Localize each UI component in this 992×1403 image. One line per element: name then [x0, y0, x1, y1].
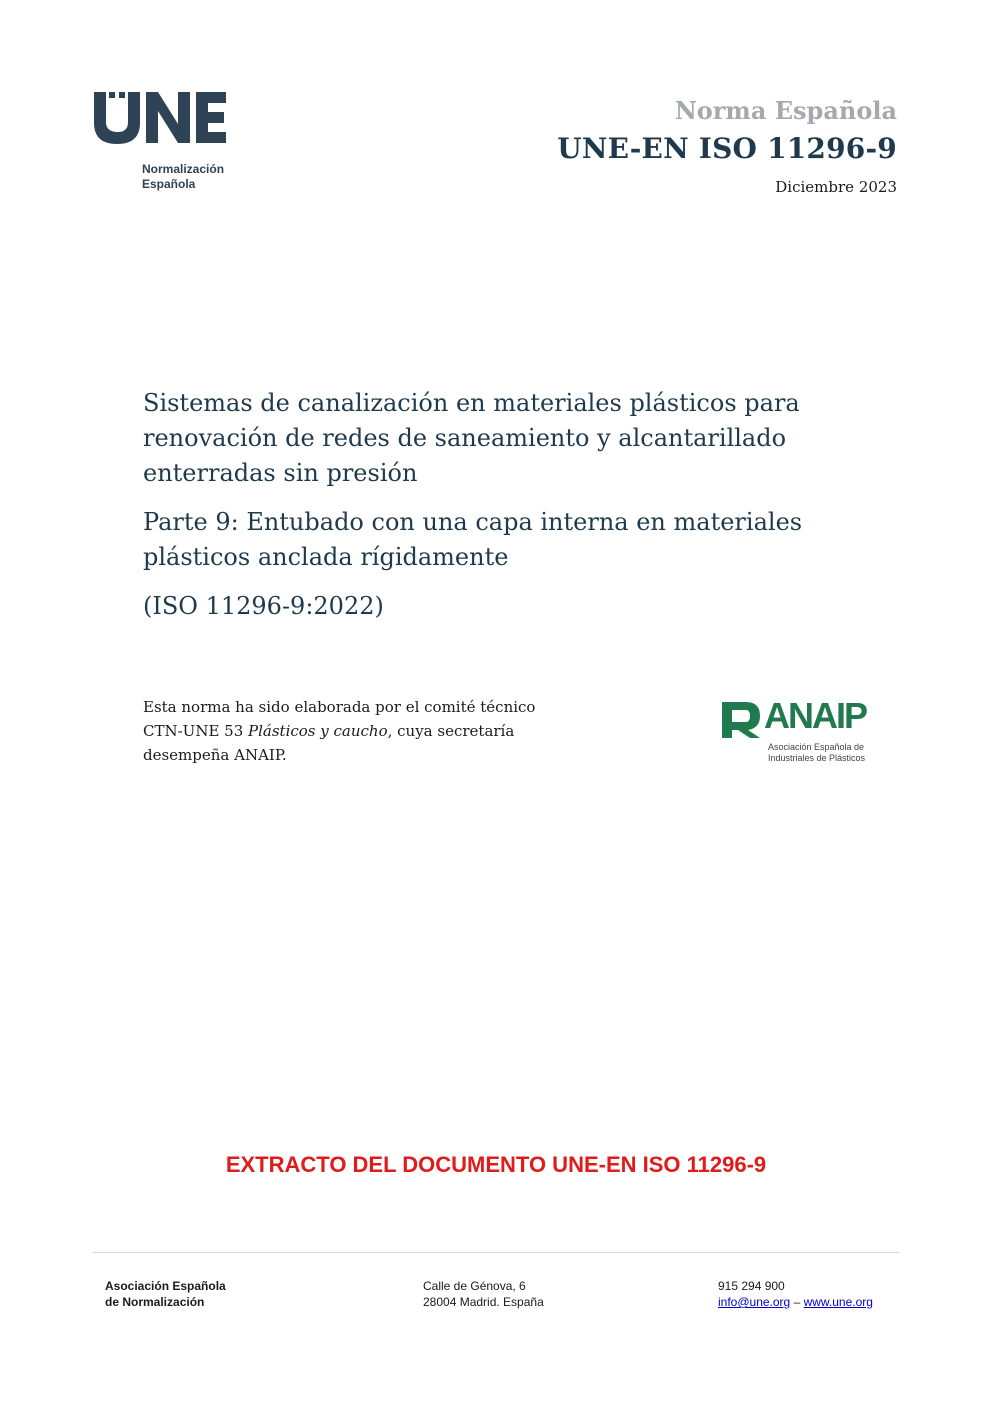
committee-line: Esta norma ha sido elaborada por el comité técnico: [143, 698, 536, 716]
une-logo-subtitle-2: Española: [142, 177, 196, 191]
publication-date: Diciembre 2023: [775, 178, 897, 196]
title-line: renovación de redes de saneamiento y alcantarillado: [143, 424, 787, 452]
anaip-subtitle-2: Industriales de Plásticos: [768, 753, 866, 763]
footer-phone: 915 294 900: [718, 1279, 785, 1293]
email-link[interactable]: info@une.org: [718, 1295, 791, 1309]
footer-address: [423, 1278, 544, 1310]
anaip-logo: [720, 695, 870, 766]
iso-reference: (ISO 11296-9:2022): [143, 592, 384, 620]
committee-code: CTN-UNE 53: [143, 722, 249, 740]
footer-divider: [93, 1252, 899, 1253]
norma-code: UNE-EN ISO 11296-9: [557, 132, 897, 165]
footer-organization: [105, 1278, 226, 1310]
part-title-line: Parte 9: Entubado con una capa interna en materiales: [143, 508, 803, 536]
title-line: Sistemas de canalización en materiales plásticos para: [143, 389, 800, 417]
footer-org-line: de Normalización: [105, 1295, 205, 1309]
part-title-line: plásticos anclada rígidamente: [143, 543, 509, 571]
norma-label: Norma Española: [674, 96, 897, 125]
footer-address-line: 28004 Madrid. España: [423, 1295, 544, 1309]
footer-link-separator: –: [790, 1295, 804, 1309]
committee-line: desempeña ANAIP.: [143, 746, 287, 764]
committee-statement: [143, 695, 613, 767]
anaip-subtitle-1: Asociación Española de: [768, 742, 865, 752]
footer-contact: [718, 1278, 873, 1310]
une-logo-subtitle-1: Normalización: [142, 162, 225, 176]
committee-name: Plásticos y caucho: [248, 722, 388, 740]
document-part-title: [143, 505, 873, 575]
anaip-wordmark: ANAIP: [764, 695, 867, 736]
anaip-symbol-icon: [720, 700, 764, 740]
website-link[interactable]: www.une.org: [803, 1295, 873, 1309]
footer-links: [718, 1294, 873, 1310]
title-line: enterradas sin presión: [143, 459, 418, 487]
committee-line: [143, 719, 613, 743]
footer-address-line: Calle de Génova, 6: [423, 1279, 526, 1293]
footer-org-line: Asociación Española: [105, 1279, 226, 1293]
extract-banner: EXTRACTO DEL DOCUMENTO UNE-EN ISO 11296-9: [225, 1152, 767, 1177]
committee-suffix: , cuya secretaría: [387, 722, 515, 740]
document-title: [143, 386, 873, 491]
une-logo-mark: [92, 88, 242, 148]
